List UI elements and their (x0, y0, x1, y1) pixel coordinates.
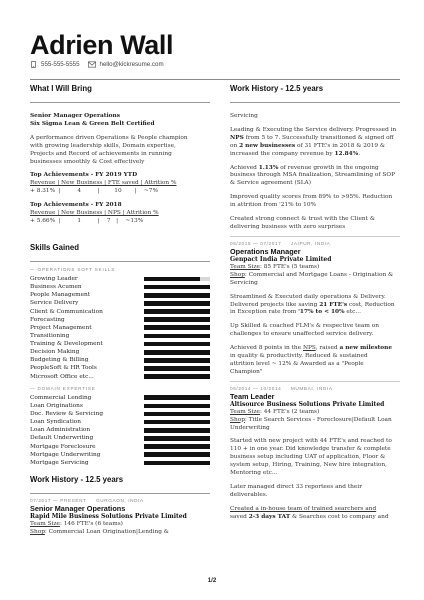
job-company: Rapid Mile Business Solutions Private Limited (30, 512, 187, 520)
skill-row (30, 299, 210, 307)
skill-level-bar (144, 412, 210, 417)
paragraph-line: Created strong connect & trust with the Client & (230, 216, 375, 223)
paragraph-line: challenges to ensure unaffected service delivery. (230, 331, 374, 338)
paragraph (230, 194, 400, 210)
left-history-divider (30, 493, 210, 494)
paragraph (230, 165, 400, 189)
paragraph-line: & Service agreement (SLA) (230, 180, 311, 187)
team-size-value: : 85 FTE's (5 teams) (259, 263, 320, 270)
paragraph (230, 345, 400, 377)
paragraph-line: Started with new project with 44 FTE's and reached to (230, 438, 392, 445)
shop-cont: Servicing (230, 279, 258, 286)
paragraph-line: Achieved 8 points in the NPS, raised a new milestone (230, 345, 393, 352)
skill-group-label: — OPERATIONS SOFT SKILLS (30, 266, 116, 272)
skill-level-bar (144, 452, 210, 457)
job-title: Team Leader (230, 391, 275, 401)
left-column (30, 84, 210, 537)
skill-name: Business Acumen (30, 284, 82, 291)
skill-name: Default Underwriting (30, 435, 94, 442)
right-history-divider (230, 102, 400, 103)
skill-name: Loan Administration (30, 427, 91, 434)
paragraph-line: Champion" (230, 368, 263, 375)
skill-row (30, 291, 210, 299)
skill-row (30, 410, 210, 418)
job-meta: 07/2017 — PRESENT GURGAON, INDIA (30, 497, 144, 503)
header-divider (30, 79, 400, 80)
skill-name: Service Delivery (30, 300, 79, 307)
skill-row (30, 394, 210, 402)
paragraph (230, 506, 400, 522)
skill-level-bar (144, 461, 210, 466)
page-number: 1/2 (207, 577, 217, 584)
skill-row (30, 434, 210, 442)
achievement-header: Revenue | New Business | FTE saved | Attrition % (30, 180, 177, 187)
skill-level-bar (144, 395, 210, 400)
shop-value: : Title Search Services - Foreclosure|Default Loan (244, 416, 392, 423)
paragraph-line: 110 + in one year. Did knowledge transfer & complete (230, 446, 391, 453)
skill-row (30, 332, 210, 340)
bring-role: Senior Manager Operations (30, 113, 121, 119)
paragraph-line: Achieved 1.13% of revenue growth in the ongoing (230, 164, 379, 171)
paragraph-line: business setup including UAT of application, Floor & (230, 454, 386, 461)
paragraph-line: Delivered projects like saving 21 FTE's cost, Reduction (230, 301, 395, 308)
paragraph (230, 216, 400, 232)
job-meta: 05/2015 — 07/2017 JAIPUR, INDIA (230, 240, 331, 246)
skill-level-bar (144, 444, 210, 449)
left-history-title: Work History - 12.5 years (30, 474, 124, 484)
paragraph-line: Leading & Executing the Service delivery. Progressed in (230, 126, 397, 133)
summary-line: Projects and Record of achievements in running (30, 150, 172, 157)
job-company: Genpact India Private Limited (230, 255, 332, 263)
skill-level-bar (144, 404, 210, 409)
team-size (230, 409, 400, 417)
achievement-block (30, 172, 210, 196)
job-company: Altisource Business Solutions Private Limited (230, 400, 385, 408)
skill-name: Decision Making (30, 349, 80, 356)
achievement-block (30, 202, 210, 226)
bring-title: What I Will Bring (30, 84, 92, 93)
paragraph (230, 323, 400, 339)
shop-label: Shop (230, 416, 245, 423)
paragraph-line: Up Skilled & coached FLM's & respective team on (230, 323, 379, 330)
skill-level-bar (144, 293, 210, 298)
skill-row (30, 275, 210, 283)
contact-line (30, 61, 164, 68)
paragraph-line: saved 2-3 days TAT & Searches cost to company and (230, 513, 389, 520)
skill-level-bar (144, 436, 210, 441)
skill-row (30, 283, 210, 291)
team-size-label: Team Size (230, 408, 260, 415)
job-meta: 06/2014 — 10/2014 MUMBAI, INDIA (230, 385, 333, 391)
skill-name: Training & Development (30, 341, 103, 348)
skill-name: PeopleSoft & HR Tools (30, 365, 97, 372)
team-size (230, 264, 400, 272)
skill-level-bar (144, 358, 210, 363)
skill-name: Forecasting (30, 316, 65, 323)
paragraph-line: Improved quality scores from 89% to >95%. Reduction (230, 194, 393, 201)
skill-level-bar (144, 309, 210, 314)
skill-name: Loan Syndication (30, 419, 82, 426)
skill-name: Client & Communication (30, 308, 103, 315)
bring-summary (30, 135, 210, 167)
shop-value: : Commercial Loan Origination|Lending & (44, 528, 169, 535)
skill-row (30, 373, 210, 381)
paragraph-line: Mentoring etc... (230, 470, 278, 477)
skill-row (30, 443, 210, 451)
skill-level-bar (144, 374, 210, 379)
shop-value: : Commercial and Mortgage Loans - Origination & (244, 271, 394, 278)
skill-row (30, 402, 210, 410)
skill-name: Loan Originations (30, 402, 83, 409)
skill-level-bar (144, 301, 210, 306)
skill-row (30, 426, 210, 434)
paragraph (230, 294, 400, 318)
skill-row (30, 307, 210, 315)
skill-name: Project Management (30, 324, 92, 331)
skill-name: Microsoft Office etc... (30, 373, 94, 380)
shop-cont: Underwriting (230, 424, 270, 431)
right-history-title: Work History - 12.5 years (230, 84, 324, 93)
skill-row (30, 418, 210, 426)
skill-row (30, 356, 210, 364)
job-title: Operations Manager (230, 246, 301, 256)
achievement-values: + 5.66% | 1 | 7 | ~13% (30, 217, 144, 224)
phone-icon (30, 61, 37, 68)
team-size-value: : 44 FTE's (2 teams) (259, 408, 320, 415)
skill-level-bar (144, 277, 210, 282)
bring-cert: Six Sigma Lean & Green Belt Certified (30, 120, 155, 127)
skill-level-bar (144, 366, 210, 371)
skill-row (30, 324, 210, 332)
skill-level-bar (144, 420, 210, 425)
paragraph-line: in attrition from '21% to 10% (230, 202, 317, 209)
shop-label: Shop (30, 528, 45, 535)
entry-divider (230, 236, 400, 237)
team-size-label: Team Size (230, 263, 260, 270)
paragraph-line: Created a in-house team of trained searchers and (230, 505, 377, 512)
skill-level-remainder (200, 277, 210, 282)
achievement-title: Top Achievements - FY 2019 YTD (30, 172, 138, 179)
skill-row (30, 451, 210, 459)
bring-divider (30, 102, 210, 103)
paragraph-line: attrition level ~ 12% & Awarded as a "People (230, 360, 364, 367)
skill-name: Mortgage Servicing (30, 459, 89, 466)
skill-name: Transitioning (30, 332, 70, 339)
skill-name: Commercial Lending (30, 394, 92, 401)
summary-line: with growing leadership skills, Domain expertise, (30, 142, 176, 149)
paragraph-line: system setup, Hiring, Training, New hire integration, (230, 462, 387, 469)
shop (230, 272, 400, 280)
summary-line: A performance driven Operations & People champion (30, 134, 188, 141)
achievement-values: + 8.31% | 4 | 10 | ~7% (30, 188, 158, 195)
shop (230, 417, 400, 425)
skill-groups (30, 266, 210, 467)
skill-level-bar (144, 342, 210, 347)
paragraph-line: in quality & productivity. Reduced & sustained (230, 353, 368, 360)
skill-row (30, 364, 210, 372)
skill-group-label: — DOMAIN EXPERTISE (30, 385, 96, 391)
paragraph-line: Later managed direct 33 reportees and their (230, 484, 362, 490)
paragraph-line: business through MSA finalization, Streamlining of SOP (230, 172, 396, 179)
skill-level-bar (144, 317, 210, 322)
email-icon (88, 61, 96, 68)
team-size-value: : 146 FTE's (6 teams) (59, 520, 123, 527)
paragraph-line: increased the company revenue by 12.84%. (230, 150, 361, 157)
skill-level-bar (144, 285, 210, 290)
paragraph (230, 484, 400, 500)
skill-name: Budgeting & Billing (30, 357, 89, 364)
achievement-title: Top Achievements - FY 2018 (30, 202, 122, 209)
shop-label: Shop (230, 271, 245, 278)
achievement-header: Revenue | New Business | NPS | Attrition % (30, 210, 159, 217)
skill-name: Mortgage Foreclosure (30, 443, 96, 450)
phone-number[interactable]: 555-555-5555 (41, 61, 80, 68)
paragraph-line: Streamlined & Executed daily operations & Delivery. (230, 293, 386, 300)
paragraph-line: on 2 new businesses of 31 FTE's in 2018 & 2019 & (230, 142, 386, 149)
skill-row (30, 340, 210, 348)
paragraph-line: NPS from 5 to 7. Successfully transitioned & signed off (230, 134, 394, 141)
entry-divider (230, 381, 400, 382)
skills-divider (30, 261, 210, 262)
skill-name: Growing Leader (30, 275, 78, 282)
paragraph (230, 127, 400, 159)
paragraph-line: deliverables. (230, 491, 268, 498)
skill-row (30, 348, 210, 356)
paragraph-line: in Exception rate from '17% to < 10% etc... (230, 309, 361, 316)
skill-level-bar (144, 428, 210, 433)
skill-name: Mortgage Underwriting (30, 451, 101, 458)
summary-line: businesses smoothly & Cost effectively (30, 158, 145, 165)
shop (30, 529, 210, 537)
job-title: Senior Manager Operations (30, 503, 126, 513)
resume-name: Adrien Wall (30, 30, 174, 60)
paragraph-line: delivering business with zero surprises (230, 223, 346, 230)
skills-title: Skills Gained (30, 242, 79, 252)
skill-level-bar (144, 350, 210, 355)
skill-level-bar (144, 325, 210, 330)
skill-name: Doc. Review & Servicing (30, 411, 104, 418)
team-size-label: Team Size (30, 520, 60, 527)
right-column (230, 84, 400, 522)
email-address[interactable]: hello@kickresume.com (99, 61, 164, 68)
skill-row (30, 459, 210, 467)
skill-level-bar (144, 334, 210, 339)
skill-row (30, 316, 210, 324)
skill-name: People Management (30, 292, 91, 299)
team-size (30, 521, 210, 529)
servicing-line: Servicing (230, 113, 258, 119)
paragraph (230, 438, 400, 478)
